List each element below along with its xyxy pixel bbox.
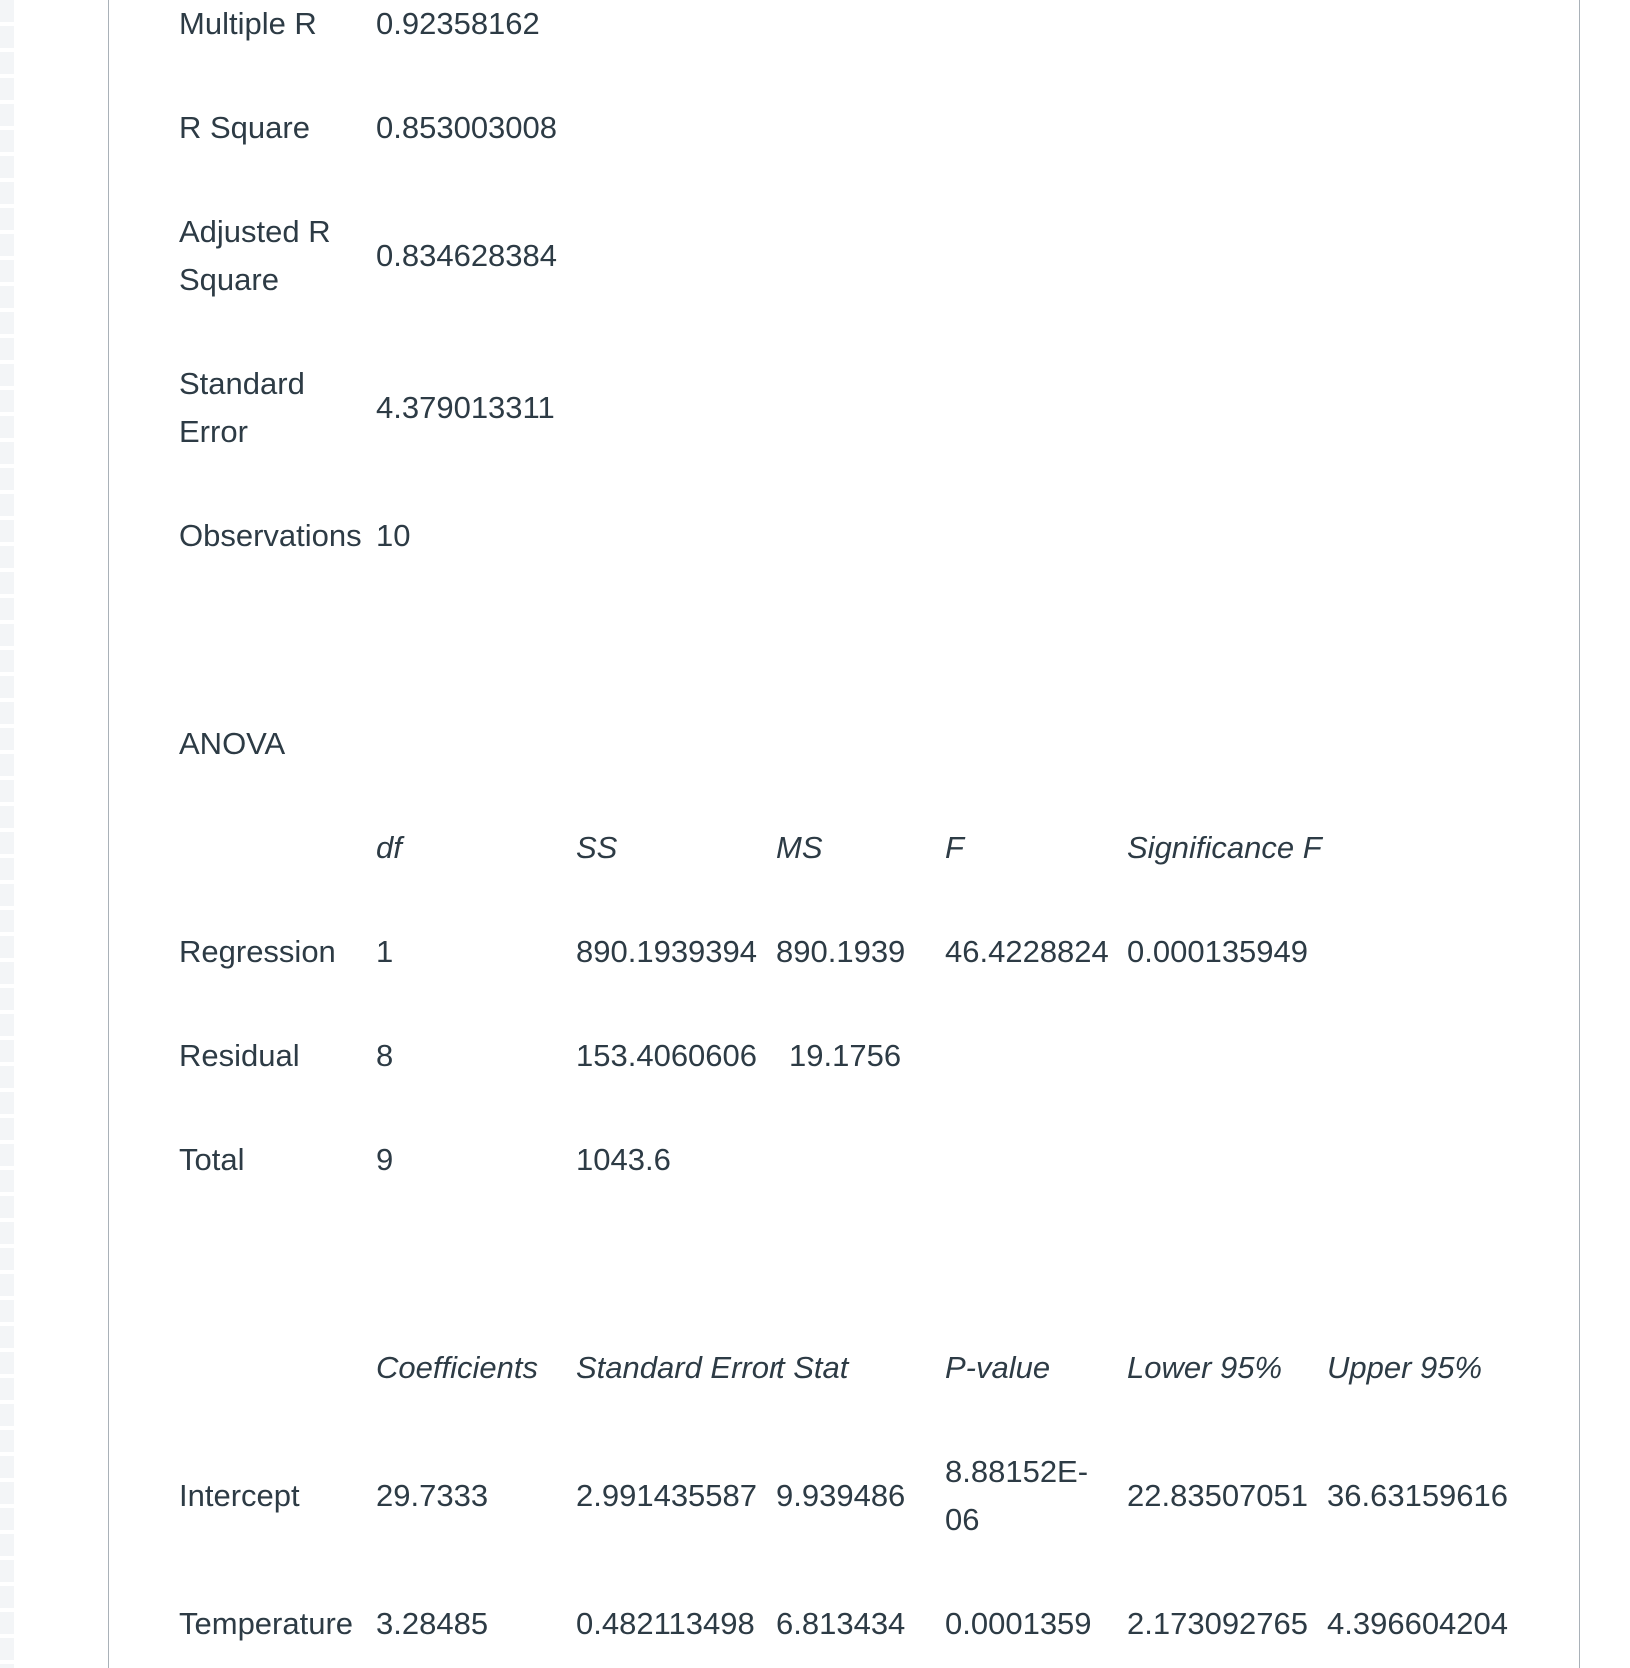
left-gutter: [0, 0, 14, 1668]
coef-intercept-lower-95: 22.83507051: [1127, 1478, 1309, 1513]
anova-residual-ms: 19.1756: [789, 1038, 902, 1073]
standard-error-label: Standard Error: [179, 366, 305, 449]
observations-label: Observations: [179, 518, 362, 553]
anova-header-f: F: [945, 830, 964, 865]
coef-header-t-stat: t Stat: [776, 1350, 849, 1385]
anova-regression-ss: 890.1939394: [576, 934, 758, 969]
anova-regression-f: 46.4228824: [945, 934, 1109, 969]
anova-residual-df: 8: [376, 1038, 394, 1073]
anova-total-df: 9: [376, 1142, 394, 1177]
coef-header-coefficients: Coefficients: [376, 1350, 538, 1385]
coef-intercept-p-value: 8.88152E-06: [945, 1454, 1089, 1537]
coef-temperature-label: Temperature: [179, 1606, 354, 1641]
anova-header-df: df: [376, 830, 402, 865]
regression-output-panel: [108, 0, 1580, 1668]
coef-temperature-lower-95: 2.173092765: [1127, 1606, 1309, 1641]
coef-temperature-coefficient: 3.28485: [376, 1606, 489, 1641]
standard-error-value: 4.379013311: [376, 390, 555, 425]
anova-regression-ms: 890.1939: [776, 934, 906, 969]
anova-residual-label: Residual: [179, 1038, 300, 1073]
anova-header-ms: MS: [776, 830, 823, 865]
anova-total-ss: 1043.6: [576, 1142, 671, 1177]
coef-header-p-value: P-value: [945, 1350, 1051, 1385]
coef-intercept-coefficient: 29.7333: [376, 1478, 489, 1513]
multiple-r-label: Multiple R: [179, 6, 317, 41]
r-square-value: 0.853003008: [376, 110, 558, 145]
anova-total-label: Total: [179, 1142, 245, 1177]
adjusted-r-square-value: 0.834628384: [376, 238, 558, 273]
observations-value: 10: [376, 518, 411, 553]
anova-residual-ss: 153.4060606: [576, 1038, 758, 1073]
anova-regression-significance-f: 0.000135949: [1127, 934, 1309, 969]
coef-header-standard-error: Standard Error: [576, 1350, 780, 1385]
coef-temperature-standard-error: 0.482113498: [576, 1606, 755, 1641]
coef-intercept-t-stat: 9.939486: [776, 1478, 906, 1513]
coef-header-upper-95: Upper 95%: [1327, 1350, 1483, 1385]
anova-header-ss: SS: [576, 830, 618, 865]
adjusted-r-square-label: Adjusted R Square: [179, 214, 331, 297]
coef-intercept-label: Intercept: [179, 1478, 300, 1513]
coef-intercept-upper-95: 36.63159616: [1327, 1478, 1509, 1513]
coef-header-lower-95: Lower 95%: [1127, 1350, 1283, 1385]
coef-intercept-standard-error: 2.991435587: [576, 1478, 758, 1513]
anova-regression-label: Regression: [179, 934, 336, 969]
anova-title: ANOVA: [179, 726, 286, 761]
coef-temperature-t-stat: 6.813434: [776, 1606, 906, 1641]
r-square-label: R Square: [179, 110, 310, 145]
anova-header-significance-f: Significance F: [1127, 830, 1322, 865]
multiple-r-value: 0.92358162: [376, 6, 540, 41]
coef-temperature-p-value: 0.0001359: [945, 1606, 1092, 1641]
coef-temperature-upper-95: 4.396604204: [1327, 1606, 1509, 1641]
anova-regression-df: 1: [376, 934, 394, 969]
